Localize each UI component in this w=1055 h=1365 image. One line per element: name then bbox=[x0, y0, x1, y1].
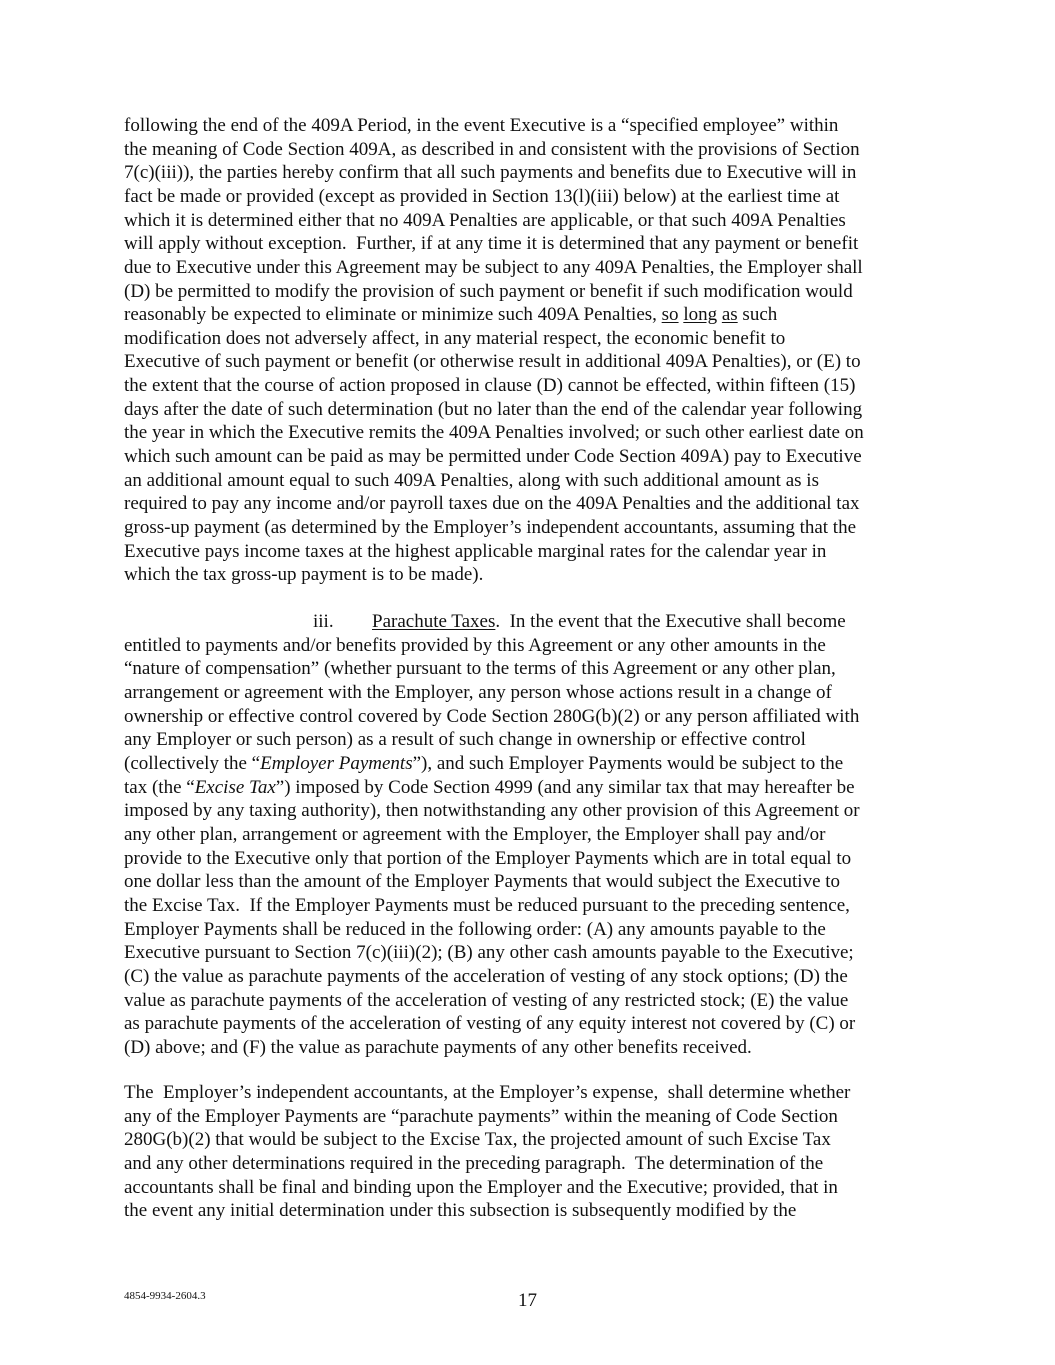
text-line: which such amount can be paid as may be permitted under Code Section 409A) pay to Executive bbox=[124, 446, 862, 467]
text-line bbox=[124, 776, 855, 800]
text-line: any of the Employer Payments are “parachute payments” within the meaning of Code Section bbox=[124, 1106, 838, 1127]
defined-term-excise-tax: Excise Tax bbox=[194, 777, 276, 798]
text-line: accountants shall be final and binding upon the Employer and the Executive; provided, that in bbox=[124, 1177, 838, 1198]
text-line: the extent that the course of action proposed in clause (D) cannot be effected, within fifteen (15) bbox=[124, 375, 856, 396]
underlined-word: as bbox=[721, 304, 738, 325]
text-line: which the tax gross-up payment is to be made). bbox=[124, 564, 484, 585]
document-id: 4854-9934-2604.3 bbox=[124, 1290, 206, 1302]
underlined-word: so bbox=[661, 304, 679, 325]
text-line: an additional amount equal to such 409A Penalties, along with such additional amount as is bbox=[124, 470, 819, 491]
text-line: the Excise Tax. If the Employer Payments must be reduced pursuant to the preceding sentence, bbox=[124, 895, 850, 916]
text-segment: . In the event that the Executive shall become bbox=[495, 611, 846, 632]
defined-term-employer-payments: Employer Payments bbox=[260, 753, 413, 774]
text-line: due to Executive under this Agreement may be subject to any 409A Penalties, the Employer shall bbox=[124, 257, 863, 278]
text-line: following the end of the 409A Period, in the event Executive is a “specified employee” within bbox=[124, 115, 839, 136]
text-line: 7(c)(iii)), the parties hereby confirm that all such payments and benefits due to Executive will in bbox=[124, 162, 857, 183]
text-line: Employer Payments shall be reduced in the following order: (A) any amounts payable to the bbox=[124, 919, 826, 940]
section-heading-line bbox=[372, 610, 846, 634]
page-number: 17 bbox=[518, 1290, 537, 1311]
text-segment: such bbox=[737, 304, 778, 325]
text-line: days after the date of such determination (but no later than the end of the calendar year following bbox=[124, 399, 863, 420]
text-line: entitled to payments and/or benefits provided by this Agreement or any other amounts in the bbox=[124, 635, 826, 656]
text-line: Executive pays income taxes at the highest applicable marginal rates for the calendar year in bbox=[124, 541, 827, 562]
text-segment: tax (the “ bbox=[124, 777, 195, 798]
text-line bbox=[124, 752, 843, 776]
text-line: the event any initial determination under this subsection is subsequently modified by the bbox=[124, 1200, 797, 1221]
text-line: gross-up payment (as determined by the Employer’s independent accountants, assuming that the bbox=[124, 517, 857, 538]
text-segment: ”) imposed by Code Section 4999 (and any similar tax that may hereafter be bbox=[275, 777, 855, 798]
section-numeral: iii. bbox=[313, 611, 334, 632]
text-line bbox=[124, 303, 777, 327]
text-segment: (collectively the “ bbox=[124, 753, 261, 774]
text-line: value as parachute payments of the acceleration of vesting of any restricted stock; (E) the value bbox=[124, 990, 849, 1011]
text-line: one dollar less than the amount of the Employer Payments that would subject the Executive to bbox=[124, 871, 841, 892]
text-line: “nature of compensation” (whether pursuant to the terms of this Agreement or any other plan, bbox=[124, 658, 836, 679]
text-line: will apply without exception. Further, if at any time it is determined that any payment or benefit bbox=[124, 233, 859, 254]
text-line: arrangement or agreement with the Employer, any person whose actions result in a change of bbox=[124, 682, 832, 703]
text-line: which it is determined either that no 409A Penalties are applicable, or that such 409A Penalties bbox=[124, 210, 846, 231]
text-line: 280G(b)(2) that would be subject to the Excise Tax, the projected amount of such Excise Tax bbox=[124, 1129, 831, 1150]
text-line: (D) above; and (F) the value as parachute payments of any other benefits received. bbox=[124, 1037, 752, 1058]
text-line: modification does not adversely affect, in any material respect, the economic benefit to bbox=[124, 328, 786, 349]
text-line: provide to the Executive only that portion of the Employer Payments which are in total equal to bbox=[124, 848, 852, 869]
text-line: (D) be permitted to modify the provision of such payment or benefit if such modification would bbox=[124, 281, 853, 302]
text-line: Executive pursuant to Section 7(c)(iii)(2); (B) any other cash amounts payable to the Executive; bbox=[124, 942, 854, 963]
text-line: the meaning of Code Section 409A, as described in and consistent with the provisions of Section bbox=[124, 139, 860, 160]
text-line: required to pay any income and/or payroll taxes due on the 409A Penalties and the additional tax bbox=[124, 493, 860, 514]
text-line: imposed by any taxing authority), then notwithstanding any other provision of this Agreement or bbox=[124, 800, 860, 821]
text-line: Executive of such payment or benefit (or otherwise result in additional 409A Penalties), or (E) to bbox=[124, 351, 861, 372]
text-line: any other plan, arrangement or agreement with the Employer, the Employer shall pay and/or bbox=[124, 824, 826, 845]
text-line: ownership or effective control covered by Code Section 280G(b)(2) or any person affiliated with bbox=[124, 706, 860, 727]
text-segment: ”), and such Employer Payments would be subject to the bbox=[412, 753, 844, 774]
text-line: fact be made or provided (except as provided in Section 13(l)(iii) below) at the earliest time at bbox=[124, 186, 840, 207]
text-line: The Employer’s independent accountants, at the Employer’s expense, shall determine whether bbox=[124, 1082, 851, 1103]
underlined-word: long bbox=[683, 304, 718, 325]
text-line: as parachute payments of the acceleration of vesting of any equity interest not covered by (C) or bbox=[124, 1013, 856, 1034]
text-line: and any other determinations required in the preceding paragraph. The determination of the bbox=[124, 1153, 824, 1174]
text-line: (C) the value as parachute payments of the acceleration of vesting of any stock options; (D) the bbox=[124, 966, 848, 987]
text-line: the year in which the Executive remits the 409A Penalties involved; or such other earliest date on bbox=[124, 422, 864, 443]
text-line: any Employer or such person) as a result of such change in ownership or effective control bbox=[124, 729, 806, 750]
text-segment: reasonably be expected to eliminate or minimize such 409A Penalties, bbox=[124, 304, 662, 325]
section-heading: Parachute Taxes bbox=[372, 611, 496, 632]
